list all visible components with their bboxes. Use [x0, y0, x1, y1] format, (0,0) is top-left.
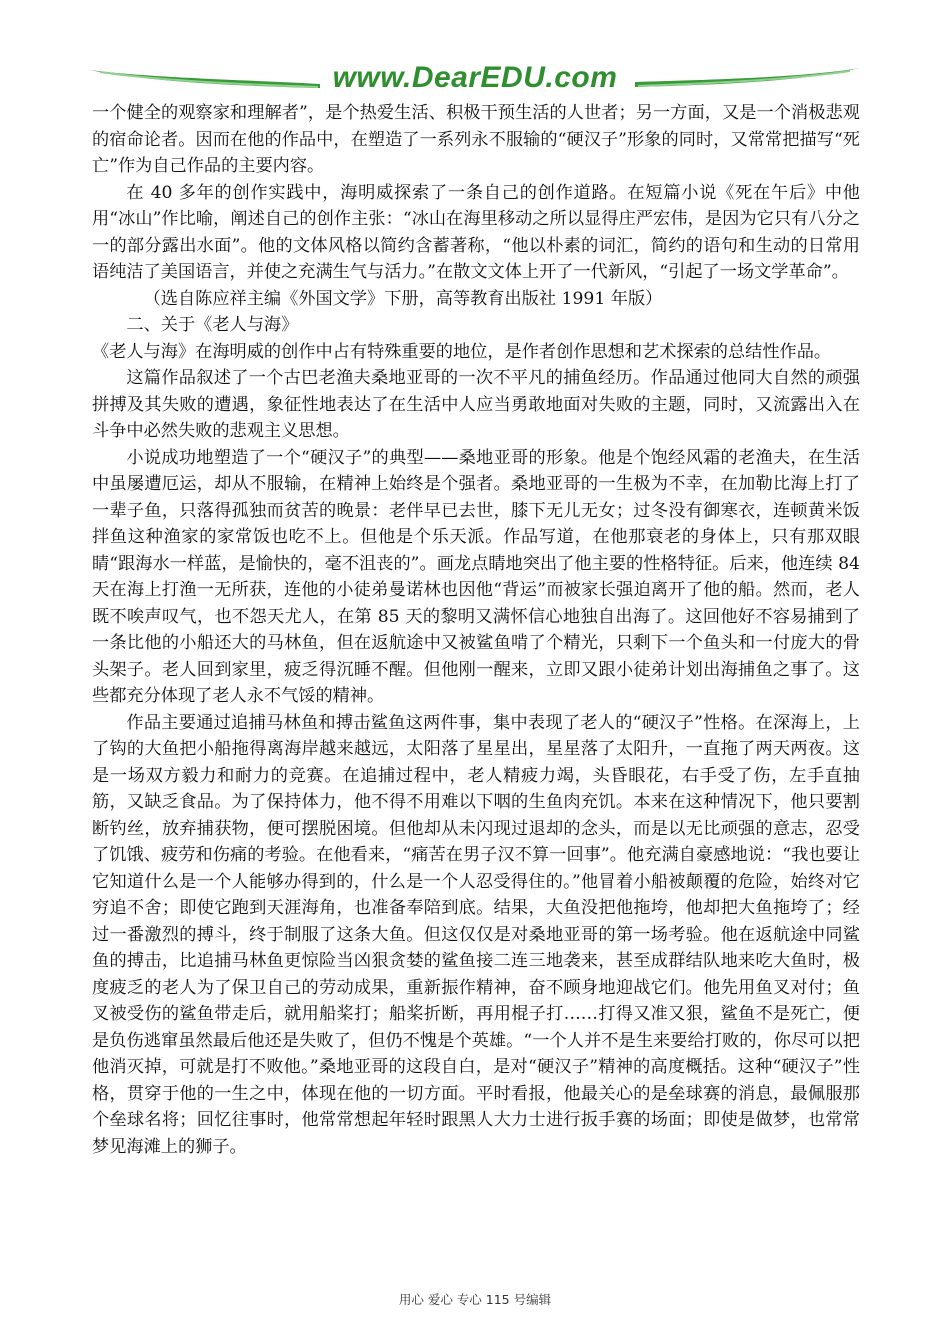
paragraph-2: 在 40 多年的创作实践中，海明威探索了一条自己的创作道路。在短篇小说《死在午后》中他用“冰山”作比喻，阐述自己的创作主张：“冰山在海里移动之所以显得庄严宏伟，是因为它只有八分之一的部分露出水面”。他的文体风格以简约含蓄著称，“他以朴素的词汇，简约的语句和生动的日常用语纯洁了美国语言，并使之充满生气与活力。”在散文文体上开了一代新风，“引起了一场文学革命”。	[92, 182, 860, 282]
citation: （选自陈应祥主编《外国文学》下册，高等教育出版社 1991 年版）	[143, 288, 663, 309]
site-header	[90, 58, 860, 98]
paragraph-5: 小说成功地塑造了一个“硬汉子”的典型——桑地亚哥的形象。他是个饱经风霜的老渔夫，在生活中虽屡遭厄运，却从不服输，在精神上始终是个强者。桑地亚哥的一生极为不幸，在加勒比海上打了一辈子鱼，只落得孤独而贫苦的晚景：老伴早已去世，膝下无儿无女；过冬没有御寒衣，连顿黄米饭拌鱼这种渔家的家常饭也吃不上。但他是个乐天派。作品写道，在他那衰老的身体上，只有那双眼睛“跟海水一样蓝，是愉快的，毫不沮丧的”。画龙点睛地突出了他主要的性格特征。后来，他连续 84 天在海上打渔一无所获，连他的小徒弟曼诺林也因他“背运”而被家长强迫离开了他的船。然而，老人既不唉声叹气，也不怨天尤人，在第 85 天的黎明又满怀信心地独自出海了。这回他好不容易捕到了一条比他的小船还大的马林鱼，但在返航途中又被鲨鱼啃了个精光，只剩下一个鱼头和一付庞大的骨头架子。老人回到家里，疲乏得沉睡不醒。但他刚一醒来，立即又跟小徒弟计划出海捕鱼之事了。这些都充分体现了老人永不气馁的精神。	[92, 447, 860, 706]
paragraph-3: 《老人与海》在海明威的创作中占有特殊重要的地位，是作者创作思想和艺术探索的总结性作品。	[92, 341, 832, 362]
paragraph-6: 作品主要通过追捕马林鱼和搏击鲨鱼这两件事，集中表现了老人的“硬汉子”性格。在深海上，上了钩的大鱼把小船拖得离海岸越来越远，太阳落了星星出，星星落了太阳升，一直拖了两天两夜。这是一场双方毅力和耐力的竞赛。在追捕过程中，老人精疲力竭，头昏眼花，右手受了伤，左手直抽筋，又缺乏食品。为了保持体力，他不得不用难以下咽的生鱼肉充饥。本来在这种情况下，他只要割断钓丝，放弃捕获物，便可摆脱困境。但他却从未闪现过退却的念头，而是以无比顽强的意志，忍受了饥饿、疲劳和伤痛的考验。在他看来，“痛苦在男子汉不算一回事”。他充满自豪感地说：“我也要让它知道什么是一个人能够办得到的，什么是一个人忍受得住的。”他冒着小船被颠覆的危险，始终对它穷追不舍；即使它跑到天涯海角，也准备奉陪到底。结果，大鱼没把他拖垮，他却把大鱼拖垮了；经过一番激烈的搏斗，终于制服了这条大鱼。但这仅仅是对桑地亚哥的第一场考验。他在返航途中同鲨鱼的搏击，比追捕马林鱼更惊险当凶狠贪婪的鲨鱼接二连三地袭来，甚至成群结队地来吃大鱼时，极度疲乏的老人为了保卫自己的劳动成果，重新振作精神，奋不顾身地迎战它们。他先用鱼叉对付；鱼叉被受伤的鲨鱼带走后，就用船桨打；船桨折断，再用棍子打……打得又准又狠，鲨鱼不是死亡，便是负伤逃窜虽然最后他还是失败了，但仍不愧是个英雄。“一个人并不是生来要给打败的，你尽可以把他消灭掉，可就是打不败他。”桑地亚哥的这段自白，是对“硬汉子”精神的高度概括。这种“硬汉子”性格，贯穿于他的一生之中，体现在他的一切方面。平时看报，他最关心的是垒球赛的消息，最佩服那个垒球名将；回忆往事时，他常常想起年轻时跟黑人大力士进行扳手赛的场面；即使是做梦，也常常梦见海滩上的狮子。	[92, 712, 860, 1157]
section-heading: 二、关于《老人与海》	[126, 315, 299, 335]
document-body	[92, 100, 860, 1160]
site-name: www.DearEDU.com	[332, 61, 618, 94]
paragraph-4: 这篇作品叙述了一个古巴老渔夫桑地亚哥的一次不平凡的捕鱼经历。作品通过他同大自然的顽强拼搏及其失败的遭遇，象征性地表达了在生活中人应当勇敢地面对失败的主题，同时，又流露出入在斗争中必然失败的悲观主义思想。	[92, 368, 860, 441]
paragraph-1: 一个健全的观察家和理解者”，是个热爱生活、积极干预生活的人世者；另一方面，又是一个消极悲观的宿命论者。因而在他的作品中，在塑造了一系列永不服输的“硬汉子”形象的同时，又常常把描写“死亡”作为自己作品的主要内容。	[92, 103, 860, 176]
page-footer: 用心 爱心 专心 115 号编辑	[398, 1292, 552, 1307]
